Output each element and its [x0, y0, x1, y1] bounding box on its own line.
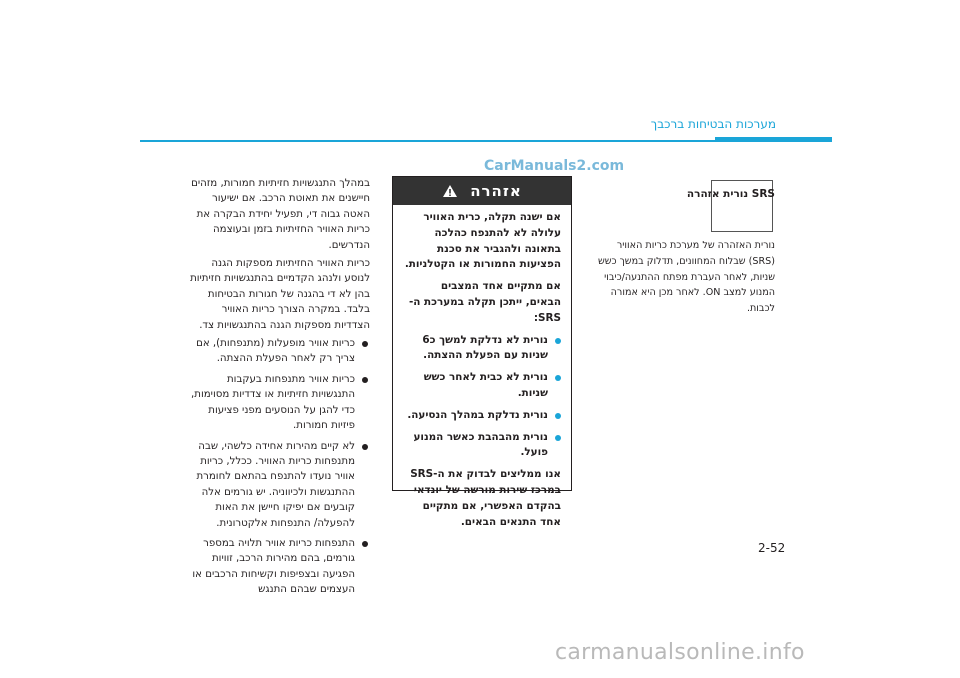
warning-closing: אנו ממליצים לבדוק את ה-SRS במרכז שירות מורשה של יונדאי בהקדם האפשרי, אם מתקיים אחד התנאים הבאים. — [410, 468, 561, 528]
deployment-paragraph: כריות האוויר החזיתיות מספקות הגנה לנוסע ולנהג הקדמיים בהתנגשויות חזיתיות בהן לא די בהגנה של חגורות הבטיחות בלבד. במקרה הצורך כריות האוויר הצדדיות מספקות הגנה בהתנגשויות צד. — [190, 258, 370, 331]
watermark-carmanuals2: CarManuals2.com — [484, 158, 625, 174]
warning-box — [392, 176, 572, 528]
srs-section-heading: SRS נורית אזהרה — [686, 188, 775, 200]
srs-section-body: נורית האזהרה של מערכת כריות האוויר (SRS) שבלוח המחוונים, תדלוק במשך כשש שניות, לאחר העברת מפתח ההתנעה/כיבוי המנוע למצב ON. לאחר מכן היא אמורה לכבות. — [597, 240, 775, 315]
watermark-carmanualsonline: carmanualsonline.info — [555, 640, 805, 665]
deployment-bullet: לא קיים מהירות אחידה כלשהי, שבה מתנפחות כריות האוויר. ככלל, כריות אוויר נועדו להתנפח בהתאם לחומרת ההתנגשות ולכיווניה. יש גורמים אלה קובעים אם יפיקו חיישן את האות להפעלה/ התנפחות אלקטרונית. — [188, 439, 370, 531]
warning-triangle-icon — [442, 184, 458, 198]
deployment-bullet-list — [188, 336, 370, 598]
deployment-bullet: כריות אוויר מופעלות (מתנפחות), אם צריך רק לאחר הפעלת ההצתה. — [188, 336, 370, 367]
warning-condition: אם מתקיים אחד המצבים הבאים, ייתכן תקלה במערכת ה-SRS: — [408, 280, 561, 324]
airbag-deployment-section — [188, 176, 370, 603]
warning-title: אזהרה — [470, 182, 522, 200]
header-accent-bar — [715, 137, 832, 142]
warning-body — [393, 205, 571, 530]
section-title: מערכות הבטיחות ברכבך — [650, 117, 776, 131]
warning-intro: אם ישנה תקלה, כרית האוויר עלולה לא להתנפח כהלכה בתאונה ולהגביר את סכנת הפציעות החמורות או הקטלניות. — [404, 211, 561, 271]
warning-bullet: נורית לא נדלקת למשך כ6 שניות עם הפעלת ההצתה. — [403, 333, 561, 365]
deployment-paragraph: במהלך התנגשויות חזיתיות חמורות, מזהים חיישנים את תאוטת הרכב. אם ישיעור האטה גבוה די, תפעיל יחידת הבקרה את כריות האוויר החזיתיות בזמן ובעוצמה הנדרשים. — [191, 178, 370, 251]
warning-bullet: נורית לא כבית לאחר כשש שניות. — [403, 370, 561, 402]
warning-header — [393, 177, 571, 205]
deployment-bullet: התנפחות כריות אוויר תלויה במספר גורמים, בהם מהירות הרכב, זוויות הפגיעה ובצפיפות וקשיחות הרכבים או העצמים שבהם התנגש — [188, 536, 370, 598]
page-number: 2-52 — [758, 541, 786, 555]
warning-bullet: נורית נדלקת במהלך הנסיעה. — [403, 408, 561, 424]
deployment-bullet: כריות אוויר מתנפחות בעקבות התנגשויות חזיתיות או צדדיות מסוימות, כדי להגן על הנוסעים מפני פציעות פיזיות חמורות. — [188, 372, 370, 434]
warning-bullet-list — [403, 333, 561, 462]
warning-bullet: נורית מהבהבת כאשר המנוע פועל. — [403, 430, 561, 462]
srs-warning-light-section — [597, 188, 775, 317]
